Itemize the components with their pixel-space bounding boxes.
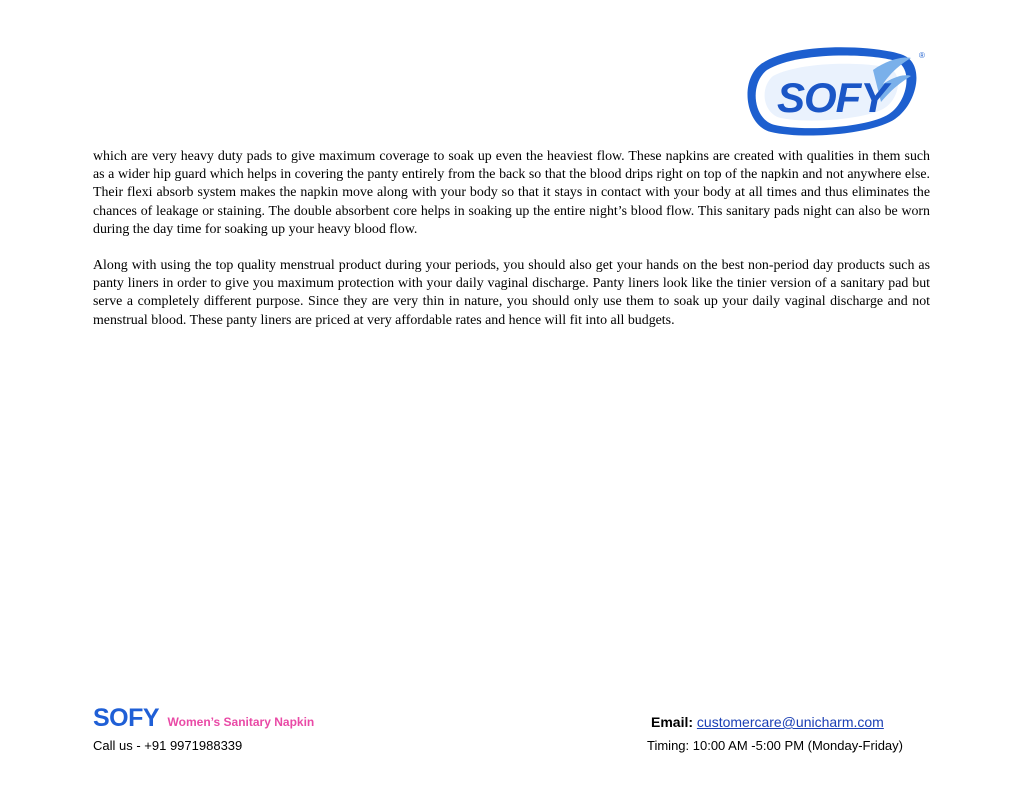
footer-email [651, 714, 884, 730]
footer-phone: Call us - +91 9971988339 [93, 738, 243, 753]
paragraph-heavy-flow: which are very heavy duty pads to give maximum coverage to soak up even the heaviest flow. These napkins are created with qualities in them such as a wider hip guard which helps in covering the panty entirely from the back so that the blood drips right on top of the napkin and not anywhere else. Their flexi absorb system makes the napkin move along with your body so that it stays in contact with your body at all times and thus eliminates the chances of leakage or staining. The double absorbent core helps in soaking up the entire night’s blood flow. This sanitary pads night can also be worn during the day time for soaking up your heavy blood flow. [93, 149, 930, 237]
email-label: Email: [651, 714, 694, 730]
registered-mark: ® [919, 51, 925, 60]
footer-brand [93, 704, 314, 733]
footer-timing: Timing: 10:00 AM -5:00 PM (Monday-Friday) [647, 738, 903, 753]
document-body [93, 148, 930, 348]
sofy-logo [745, 44, 931, 140]
paragraph-panty-liners: Along with using the top quality menstrual product during your periods, you should also get your hands on the best non-period day products such as panty liners in order to give you maximum protection with your daily vaginal discharge. Panty liners look like the tinier version of a sanitary pad but serve a completely different purpose. Since they are very thin in nature, you should only use them to soak up your daily vaginal discharge and not menstrual blood. These panty liners are priced at very affordable rates and hence will fit into all budgets. [93, 258, 930, 328]
footer-brand-name: SOFY [93, 704, 160, 732]
footer-tagline: Women’s Sanitary Napkin [167, 715, 315, 729]
logo-wordmark: SOFY [777, 74, 888, 121]
sofy-logo-graphic [745, 44, 931, 140]
page-footer [93, 704, 930, 764]
email-link[interactable]: customercare@unicharm.com [696, 714, 884, 730]
